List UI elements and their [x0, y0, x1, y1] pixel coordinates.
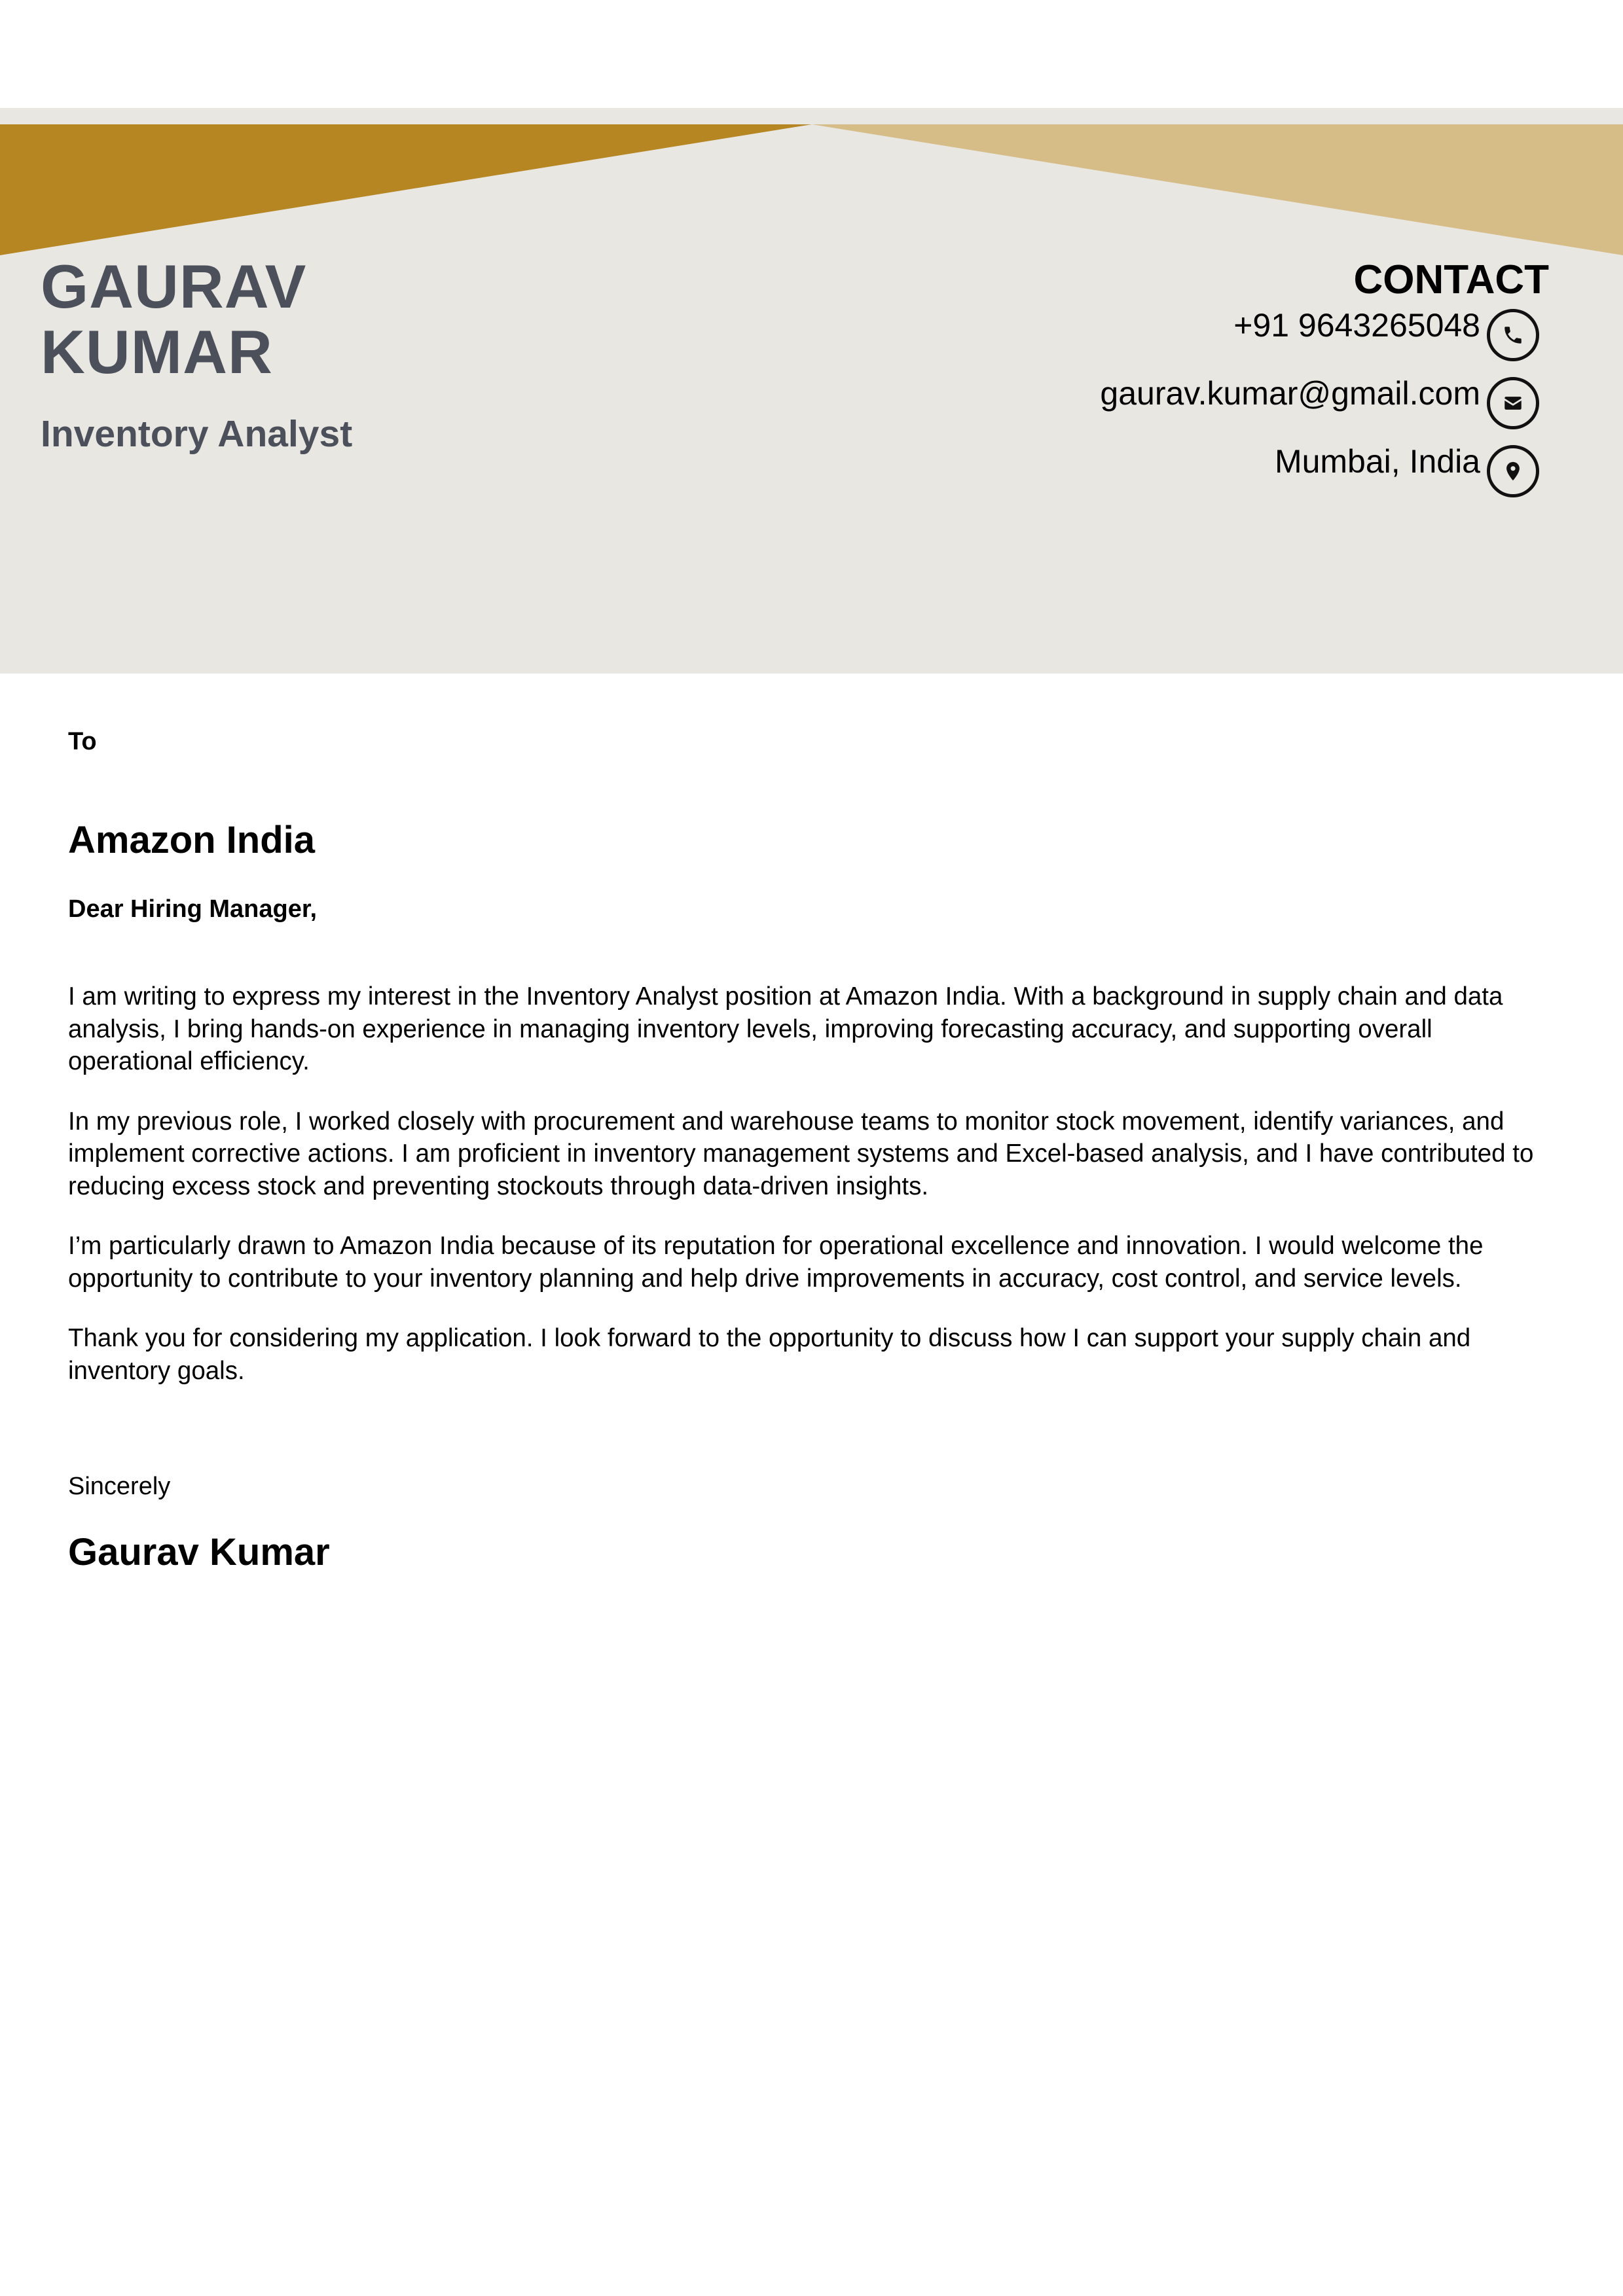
body-paragraph: I am writing to express my interest in the Inventory Analyst position at Amazon India. With a background in supply chain and data analysis, I bring hands-on experience in managing inventory levels, improving forecasting accuracy, and supporting overall operational efficiency.: [68, 982, 1503, 1075]
job-title: Inventory Analyst: [41, 413, 353, 455]
name-last: KUMAR: [41, 317, 273, 386]
location-pin-icon: [1487, 445, 1539, 497]
body-paragraph: I’m particularly drawn to Amazon India because of its reputation for operational excellence and innovation. I would welcome the opportunity to contribute to your inventory planning and help drive improvements in accuracy, cost control, and service levels.: [68, 1232, 1484, 1293]
letter-body: [68, 980, 1561, 1414]
phone-icon: [1487, 309, 1539, 361]
contact-email: [0, 370, 1623, 428]
body-paragraph: In my previous role, I worked closely with procurement and warehouse teams to monitor stock movement, identify variances, and implement corrective actions. I am proficient in inventory management systems and Excel-based analysis, and I have contributed to reducing excess stock and preventing stockouts through data-driven insights.: [68, 1107, 1534, 1200]
contact-location-text: Mumbai, India: [1274, 443, 1480, 480]
envelope-icon: [1487, 377, 1539, 429]
closing: Sincerely: [68, 1473, 171, 1500]
salutation: Dear Hiring Manager,: [68, 895, 318, 923]
header-decorative-banner: [0, 124, 1623, 255]
contact-heading: CONTACT: [1353, 257, 1549, 302]
contact-location: [0, 439, 1623, 496]
signature-name: Gaurav Kumar: [68, 1531, 330, 1573]
contact-phone: [0, 302, 1623, 360]
recipient-company: Amazon India: [68, 819, 316, 861]
contact-phone-text[interactable]: +91 9643265048: [1233, 307, 1480, 344]
recipient-label: To: [68, 728, 97, 755]
contact-email-text[interactable]: gaurav.kumar@gmail.com: [1100, 375, 1480, 412]
name-first: GAURAV: [41, 252, 307, 321]
banner-light-shape: [812, 124, 1623, 255]
banner-dark-shape: [0, 124, 812, 255]
body-paragraph: Thank you for considering my application. I look forward to the opportunity to discuss how I can support your supply chain and inventory goals.: [68, 1324, 1471, 1385]
